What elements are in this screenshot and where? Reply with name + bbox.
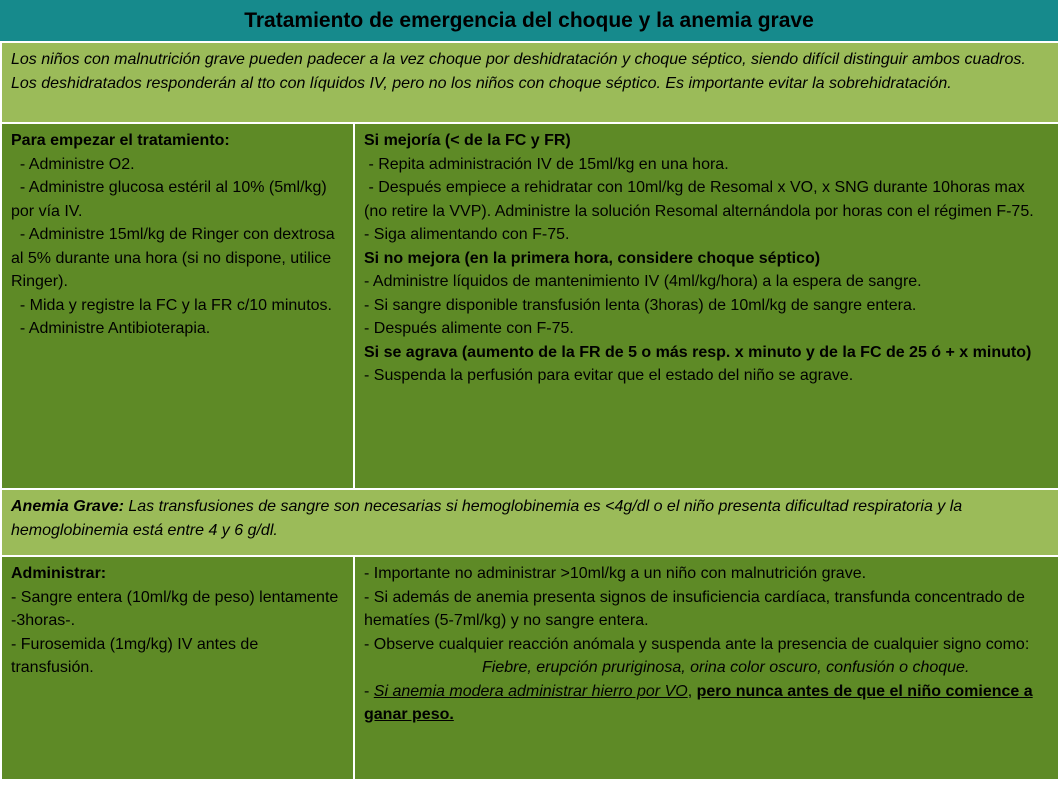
no-improve-heading: Si no mejora (en la primera hora, considere choque séptico): [364, 249, 821, 267]
iron-prefix: -: [364, 682, 374, 700]
note-item: - Si además de anemia presenta signos de insuficiencia cardíaca, transfunda concentrado de hematíes (5-7ml/kg) y no sangre entera.: [364, 588, 1025, 629]
administer-item: - Sangre entera (10ml/kg de peso) lentamente -3horas-.: [11, 588, 339, 629]
intro-text: Los niños con malnutrición grave pueden padecer a la vez choque por deshidratación y choque séptico, siendo difícil distinguir ambos cuadros. Los deshidratados responderán al tto con líquidos IV, pero no los niños con choque séptico. Es importante evitar la sobrehidratación.: [11, 51, 1026, 92]
response-cell: [354, 123, 1058, 489]
start-item: - Administre 15ml/kg de Ringer con dextrosa al 5% durante una hora (si no dispone, utilice Ringer).: [11, 226, 340, 290]
worse-item: - Suspenda la perfusión para evitar que el estado del niño se agrave.: [364, 367, 854, 384]
improve-item: - Siga alimentando con F-75.: [364, 226, 570, 243]
signs-text: Fiebre, erupción pruriginosa, orina color oscuro, confusión o choque.: [482, 659, 970, 676]
improve-item: - Repita administración IV de 15ml/kg en una hora.: [364, 155, 729, 173]
start-item: - Administre O2.: [11, 155, 135, 173]
administer-heading: Administrar:: [11, 565, 107, 582]
start-item: - Mida y registre la FC y la FR c/10 minutos.: [11, 296, 332, 314]
no-improve-item: - Después alimente con F-75.: [364, 320, 574, 337]
notes-cell: [354, 556, 1058, 780]
treatment-table: [0, 41, 1058, 781]
no-improve-item: - Si sangre disponible transfusión lenta (3horas) de 10ml/kg de sangre entera.: [364, 296, 917, 314]
worse-heading: Si se agrava (aumento de la FR de 5 o más resp. x minuto y de la FC de 25 ó + x minuto): [364, 343, 1032, 361]
intro-cell: [1, 42, 1058, 123]
iron-separator: ,: [687, 682, 697, 700]
note-item: - Observe cualquier reacción anómala y suspenda ante la presencia de cualquier signo como:: [364, 635, 1030, 653]
administer-cell: [1, 556, 354, 780]
start-item: - Administre Antibioterapia.: [11, 320, 211, 337]
improve-item: - Después empiece a rehidratar con 10ml/kg de Resomal x VO, x SNG durante 10horas max (no retire la VVP). Administre la solución Resomal alternándola por horas con el régimen F-75.: [364, 179, 1034, 220]
anemia-text: Las transfusiones de sangre son necesarias si hemoglobinemia es <4g/dl o el niño presenta dificultad respiratoria y la hemoglobinemia está entre 4 y 6 g/dl.: [11, 498, 963, 539]
iron-warning: pero nunca antes de que el niño comience a ganar peso.: [364, 682, 1033, 723]
start-treatment-cell: [1, 123, 354, 489]
iron-text: Si anemia modera administrar hierro por VO: [373, 682, 688, 700]
iron-note: [364, 680, 1050, 727]
administer-item: - Furosemida (1mg/kg) IV antes de transfusión.: [11, 635, 259, 676]
anemia-cell: [1, 489, 1058, 556]
no-improve-item: - Administre líquidos de mantenimiento IV (4ml/kg/hora) a la espera de sangre.: [364, 273, 922, 290]
anemia-label: Anemia Grave:: [11, 498, 124, 515]
note-item: - Importante no administrar >10ml/kg a un niño con malnutrición grave.: [364, 565, 867, 582]
start-item: - Administre glucosa estéril al 10% (5ml/kg) por vía IV.: [11, 179, 332, 220]
improve-heading: Si mejoría (< de la FC y FR): [364, 132, 571, 149]
start-heading: Para empezar el tratamiento:: [11, 132, 230, 149]
slide-title: Tratamiento de emergencia del choque y la anemia grave: [0, 0, 1058, 41]
